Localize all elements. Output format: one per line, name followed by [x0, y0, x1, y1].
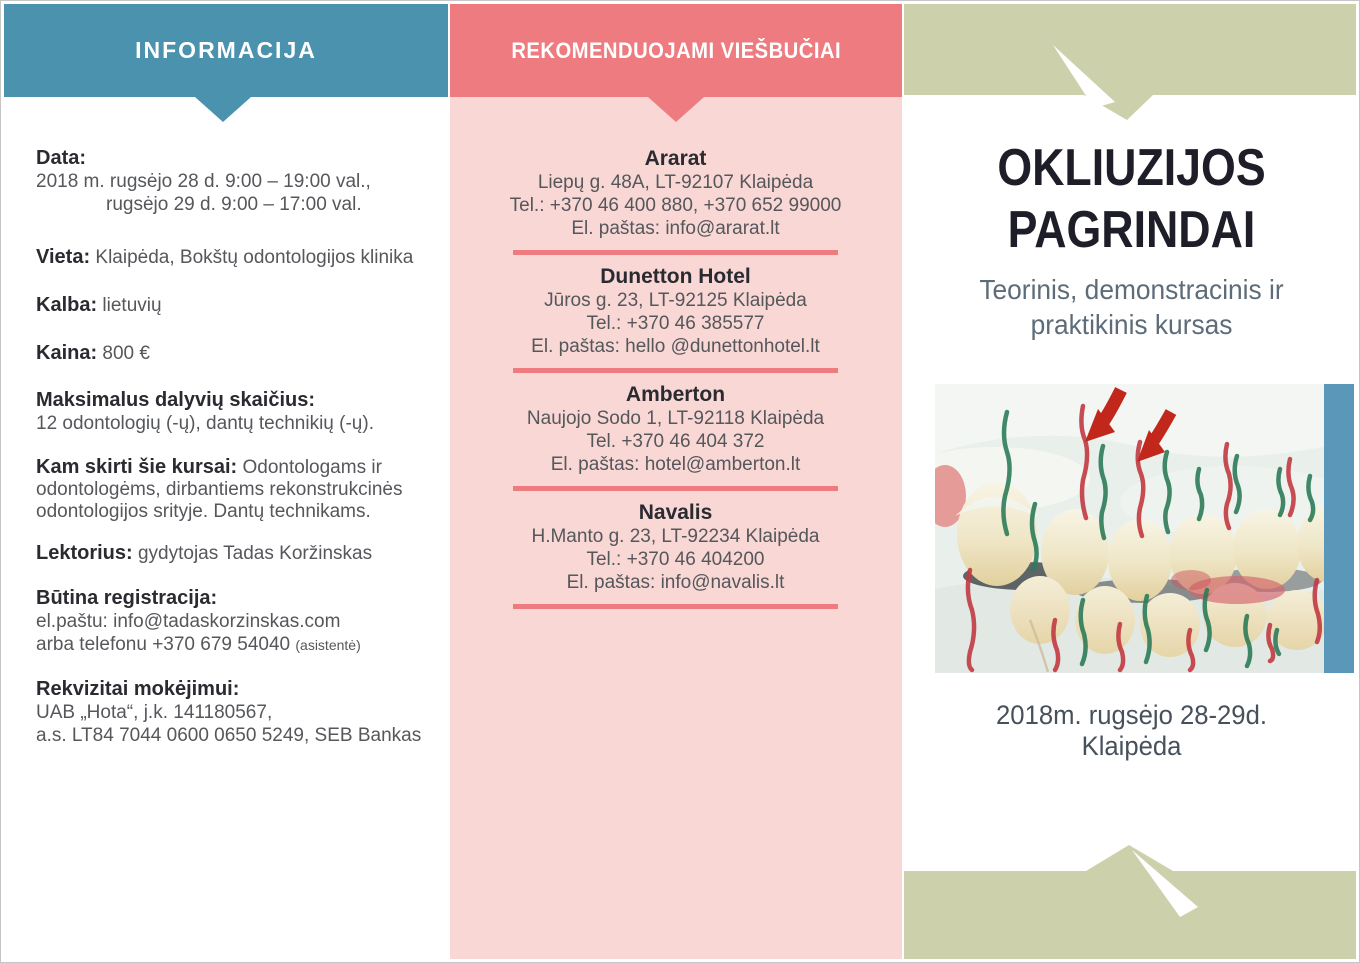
hotel-phone: Tel. +370 46 404 372: [586, 431, 765, 452]
cover-subtitle-line1: Teorinis, demonstracinis ir: [979, 274, 1284, 305]
cover-title-line2: PAGRINDAI: [1007, 201, 1256, 259]
hotel-navalis: [449, 501, 902, 594]
panel-informacija: [1, 1, 449, 962]
hotel-divider: [513, 368, 838, 373]
hotels-banner-arrow-icon: [648, 97, 704, 122]
section-rekvizitai-line1: UAB „Hota“, j.k. 141180567,: [36, 702, 273, 723]
hotel-email: El. paštas: info@ararat.lt: [571, 218, 780, 239]
hotel-dunetton: [449, 265, 902, 358]
section-kam-skirti-text: Odontologams ir odontologėms, dirbantiems rekonstrukcinės odontologijos srityje. Dantų technikams.: [36, 457, 403, 522]
section-lektorius-label: Lektorius:: [36, 542, 133, 564]
cover-title: [904, 137, 1359, 261]
section-kalba: [36, 294, 423, 317]
hotel-phone: Tel.: +370 46 404200: [586, 549, 765, 570]
cover-subtitle: [904, 272, 1359, 342]
section-data: [36, 147, 423, 216]
hotel-name: Navalis: [638, 501, 713, 524]
hotel-divider: [513, 604, 838, 609]
hotel-email: El. paštas: hotel@amberton.lt: [550, 454, 801, 475]
hotel-name: Amberton: [625, 383, 726, 406]
section-maksimalus: [36, 389, 423, 435]
cover-title-line1: OKLIUZIJOS: [997, 139, 1266, 197]
hotel-divider: [513, 486, 838, 491]
section-data-line1: 2018 m. rugsėjo 28 d. 9:00 – 19:00 val.,: [36, 171, 371, 192]
section-registracija-note: (asistentė): [295, 637, 361, 653]
hotel-address: Naujojo Sodo 1, LT-92118 Klaipėda: [526, 408, 825, 429]
section-registracija-line1: el.paštu: info@tadaskorzinskas.com: [36, 611, 341, 632]
informacija-banner-title: INFORMACIJA: [135, 37, 317, 63]
cover-date-line2: Klaipėda: [1081, 731, 1182, 761]
panel-hotels: [449, 1, 902, 962]
section-maksimalus-line1: 12 odontologių (-ų), dantų technikių (-ų).: [36, 413, 374, 434]
section-kaina-text: 800 €: [102, 343, 150, 364]
section-lektorius: [36, 542, 423, 565]
section-vieta-text: Klaipėda, Bokštų odontologijos klinika: [95, 247, 414, 268]
section-registracija-phone: arba telefonu +370 679 54040: [36, 634, 291, 655]
section-kalba-label: Kalba:: [36, 294, 98, 316]
hotel-amberton: [449, 383, 902, 476]
cover-bottom-ribbon: [904, 842, 1359, 962]
hotel-email: El. paštas: hello @dunettonhotel.lt: [531, 336, 820, 357]
section-rekvizitai-label: Rekvizitai mokėjimui:: [36, 678, 240, 700]
hotels-banner-title: REKOMENDUOJAMI VIEŠBUČIAI: [511, 37, 841, 63]
cover-date-line1: 2018m. rugsėjo 28-29d.: [996, 700, 1267, 730]
section-kam-skirti: [36, 456, 423, 523]
panel-cover: [904, 1, 1359, 962]
section-registracija-label: Būtina registracija:: [36, 587, 218, 609]
hotels-banner: [450, 4, 902, 97]
hotel-address: Liepų g. 48A, LT-92107 Klaipėda: [537, 172, 814, 193]
hotel-address: Jūros g. 23, LT-92125 Klaipėda: [544, 290, 807, 311]
hotel-divider: [513, 250, 838, 255]
hotel-ararat: [449, 147, 902, 240]
cover-subtitle-line2: praktikinis kursas: [1030, 309, 1233, 340]
hotel-phone: Tel.: +370 46 400 880, +370 652 99000: [509, 195, 842, 216]
cover-top-ribbon: [904, 1, 1359, 126]
section-kaina: [36, 342, 423, 365]
hotel-email: El. paštas: info@navalis.lt: [566, 572, 785, 593]
section-data-label: Data:: [36, 147, 87, 169]
informacija-body: [36, 147, 423, 747]
dental-cast-photo: [935, 384, 1354, 673]
hotel-phone: Tel.: +370 46 385577: [586, 313, 765, 334]
hotel-name: Ararat: [644, 147, 707, 170]
hotel-name: Dunetton Hotel: [600, 265, 751, 288]
section-registracija: [36, 587, 423, 657]
photo-blue-strip: [1324, 384, 1354, 673]
cover-date: [904, 700, 1359, 762]
informacija-banner-arrow-icon: [195, 97, 251, 122]
section-lektorius-text: gydytojas Tadas Koržinskas: [137, 543, 373, 564]
section-vieta: [36, 246, 423, 269]
hotel-address: H.Manto g. 23, LT-92234 Klaipėda: [531, 526, 820, 547]
hotels-list: [449, 147, 902, 619]
section-kam-skirti-label: Kam skirti šie kursai:: [36, 456, 238, 478]
section-kalba-text: lietuvių: [102, 295, 162, 316]
section-kaina-label: Kaina:: [36, 342, 98, 364]
section-registracija-line2: [36, 633, 423, 657]
informacija-banner: [4, 4, 448, 97]
section-data-line2: rugsėjo 29 d. 9:00 – 17:00 val.: [106, 194, 362, 215]
section-vieta-label: Vieta:: [36, 246, 91, 268]
section-maksimalus-label: Maksimalus dalyvių skaičius:: [36, 389, 316, 411]
section-rekvizitai: [36, 678, 423, 747]
section-rekvizitai-line2: a.s. LT84 7044 0600 0650 5249, SEB Bankas: [36, 725, 422, 746]
